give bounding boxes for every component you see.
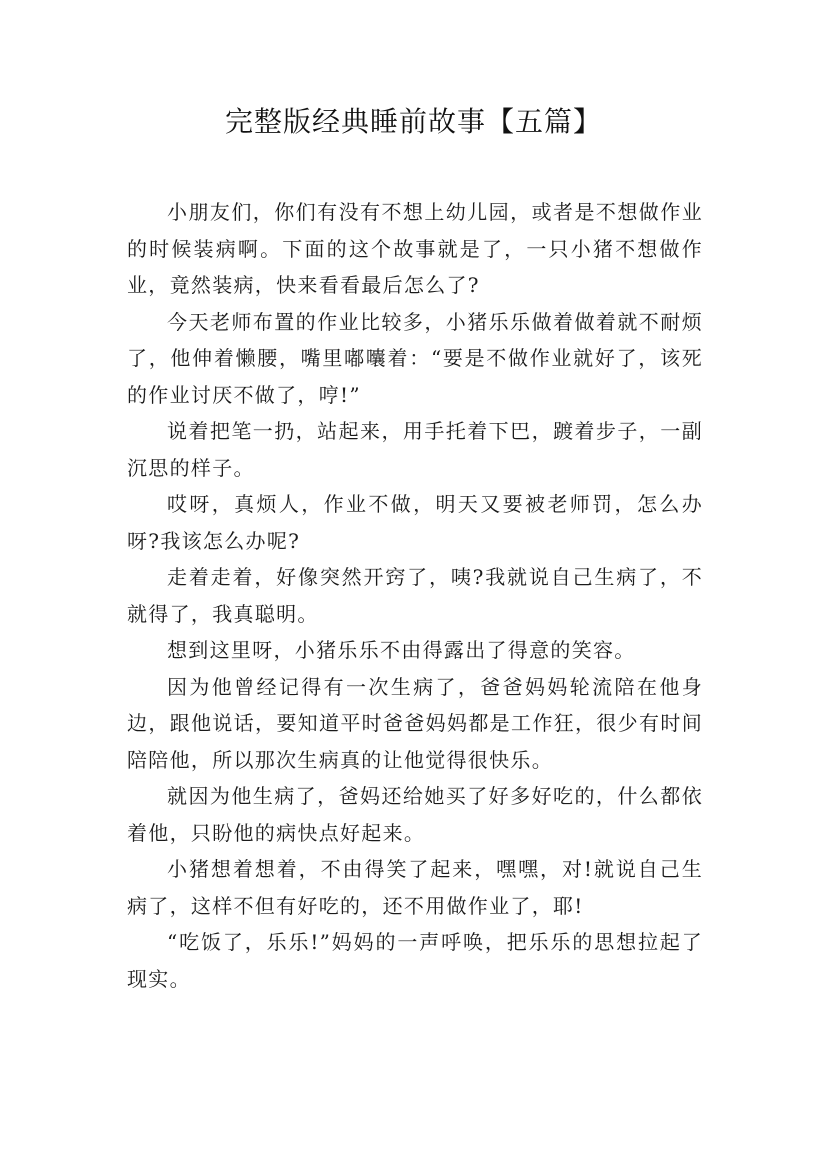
paragraph: 就因为他生病了，爸妈还给她买了好多好吃的，什么都依着他，只盼他的病快点好起来。 xyxy=(127,784,703,845)
paragraph: 小朋友们，你们有没有不想上幼儿园，或者是不想做作业的时候装病啊。下面的这个故事就是了，一只小猪不想做作业，竟然装病，快来看看最后怎么了? xyxy=(127,200,703,297)
paragraph: 今天老师布置的作业比较多，小猪乐乐做着做着就不耐烦了，他伸着懒腰，嘴里嘟囔着：“要是不做作业就好了，该死的作业讨厌不做了，哼!” xyxy=(127,309,703,407)
document-title: 完整版经典睡前故事【五篇】 xyxy=(224,105,602,138)
paragraph: 小猪想着想着，不由得笑了起来，嘿嘿，对!就说自己生病了，这样不但有好吃的，还不用做作业了，耶! xyxy=(127,857,703,918)
paragraph: 走着走着，好像突然开窍了，咦?我就说自己生病了，不就得了，我真聪明。 xyxy=(127,565,703,626)
paragraph: 说着把笔一扔，站起来，用手托着下巴，踱着步子，一副沉思的样子。 xyxy=(127,419,703,480)
paragraph: 想到这里呀，小猪乐乐不由得露出了得意的笑容。 xyxy=(167,638,636,662)
paragraph: 哎呀，真烦人，作业不做，明天又要被老师罚，怎么办呀?我该怎么办呢? xyxy=(127,492,703,553)
story-body xyxy=(127,194,703,997)
paragraph: “吃饭了，乐乐!”妈妈的一声呼唤，把乐乐的思想拉起了现实。 xyxy=(127,930,703,991)
paragraph: 因为他曾经记得有一次生病了，爸爸妈妈轮流陪在他身边，跟他说话，要知道平时爸爸妈妈都是工作狂，很少有时间陪陪他，所以那次生病真的让他觉得很快乐。 xyxy=(127,674,703,772)
